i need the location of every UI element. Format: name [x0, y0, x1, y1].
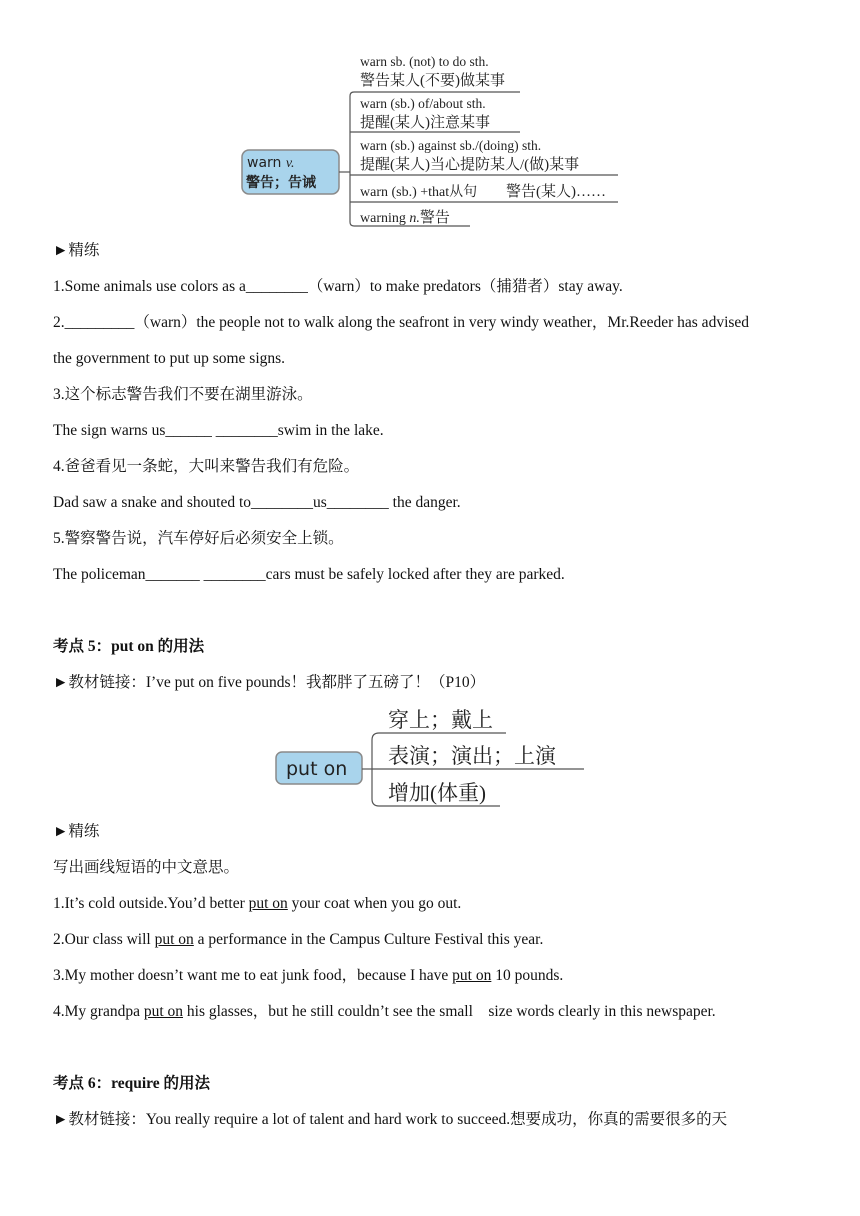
warn-question-1: 1.Some animals use colors as a________（warn）to make predators（捕猎者）stay away.: [53, 278, 623, 295]
underlined-phrase: put on: [452, 967, 492, 984]
warn-root-meaning: 警告；告诫: [246, 175, 316, 191]
warn-question-3-english: The sign warns us______ ________swim in the lake.: [53, 422, 384, 439]
warn-branch-4-en: warn (sb.) +that从句: [360, 185, 478, 200]
warn-question-4-chinese: 4.爸爸看见一条蛇，大叫来警告我们有危险。: [53, 458, 360, 475]
put-on-item-3: 3.My mother doesn’t want me to eat junk food，because I have put on 10 pounds.: [53, 967, 564, 984]
warn-question-5-english: The policeman_______ ________cars must be safely locked after they are parked.: [53, 566, 565, 583]
put-on-branch-2: 表演；演出；上演: [388, 744, 556, 768]
warn-question-4-english: Dad saw a snake and shouted to________us________ the danger.: [53, 494, 461, 511]
put-on-branch-1: 穿上；戴上: [388, 708, 493, 732]
warn-question-5-chinese: 5.警察警告说，汽车停好后必须安全上锁。: [53, 530, 344, 547]
put-on-item-1: 1.It’s cold outside.You’d better put on your coat when you go out.: [53, 895, 462, 912]
section-title-put-on: 考点 5：put on 的用法: [53, 638, 205, 655]
warn-mind-map: [240, 50, 630, 232]
put-on-item-4: 4.My grandpa put on his glasses，but he still couldn’t see the small size words clearly in this newspaper.: [53, 1003, 716, 1020]
underlined-phrase: put on: [248, 895, 288, 912]
warn-question-3-chinese: 3.这个标志警告我们不要在湖里游泳。: [53, 386, 313, 403]
warn-branch-3-cn: 提醒(某人)当心提防某人/(做)某事: [360, 157, 580, 173]
section-title-require: 考点 6：require 的用法: [53, 1075, 211, 1092]
warn-branch-2-cn: 提醒(某人)注意某事: [360, 115, 490, 131]
warn-branch-4-cn: 警告(某人)……: [506, 184, 606, 200]
put-on-root-word: put on: [286, 758, 348, 780]
practice-label-warn: ►精练: [53, 242, 100, 259]
warn-root-word: warn v.: [247, 155, 295, 171]
warn-branch-1-en: warn sb. (not) to do sth.: [360, 54, 489, 69]
underlined-phrase: put on: [143, 1003, 184, 1020]
warn-question-2-line-2: the government to put up some signs.: [53, 350, 286, 367]
warn-branch-3-en: warn (sb.) against sb./(doing) sth.: [360, 138, 542, 153]
textbook-link-put-on: ►教材链接：I’ve put on five pounds！我都胖了五磅了！（P10）: [53, 674, 486, 691]
put-on-instruction: 写出画线短语的中文意思。: [53, 859, 240, 876]
put-on-branch-3: 增加(体重): [388, 781, 486, 805]
warn-branch-5: warning n.警告: [360, 210, 450, 226]
warn-question-2-line-1: 2._________（warn）the people not to walk along the seafront in very windy weather，Mr.Reeder has advised: [53, 314, 750, 331]
underlined-phrase: put on: [154, 931, 194, 948]
warn-branch-2-en: warn (sb.) of/about sth.: [360, 96, 486, 111]
practice-label-put-on: ►精练: [53, 823, 100, 840]
textbook-link-require: ►教材链接：You really require a lot of talent and hard work to succeed.想要成功，你真的需要很多的天: [53, 1111, 728, 1128]
put-on-item-2: 2.Our class will put on a performance in the Campus Culture Festival this year.: [53, 931, 544, 948]
warn-branch-1-cn: 警告某人(不要)做某事: [360, 73, 505, 89]
put-on-mind-map: [274, 702, 594, 812]
